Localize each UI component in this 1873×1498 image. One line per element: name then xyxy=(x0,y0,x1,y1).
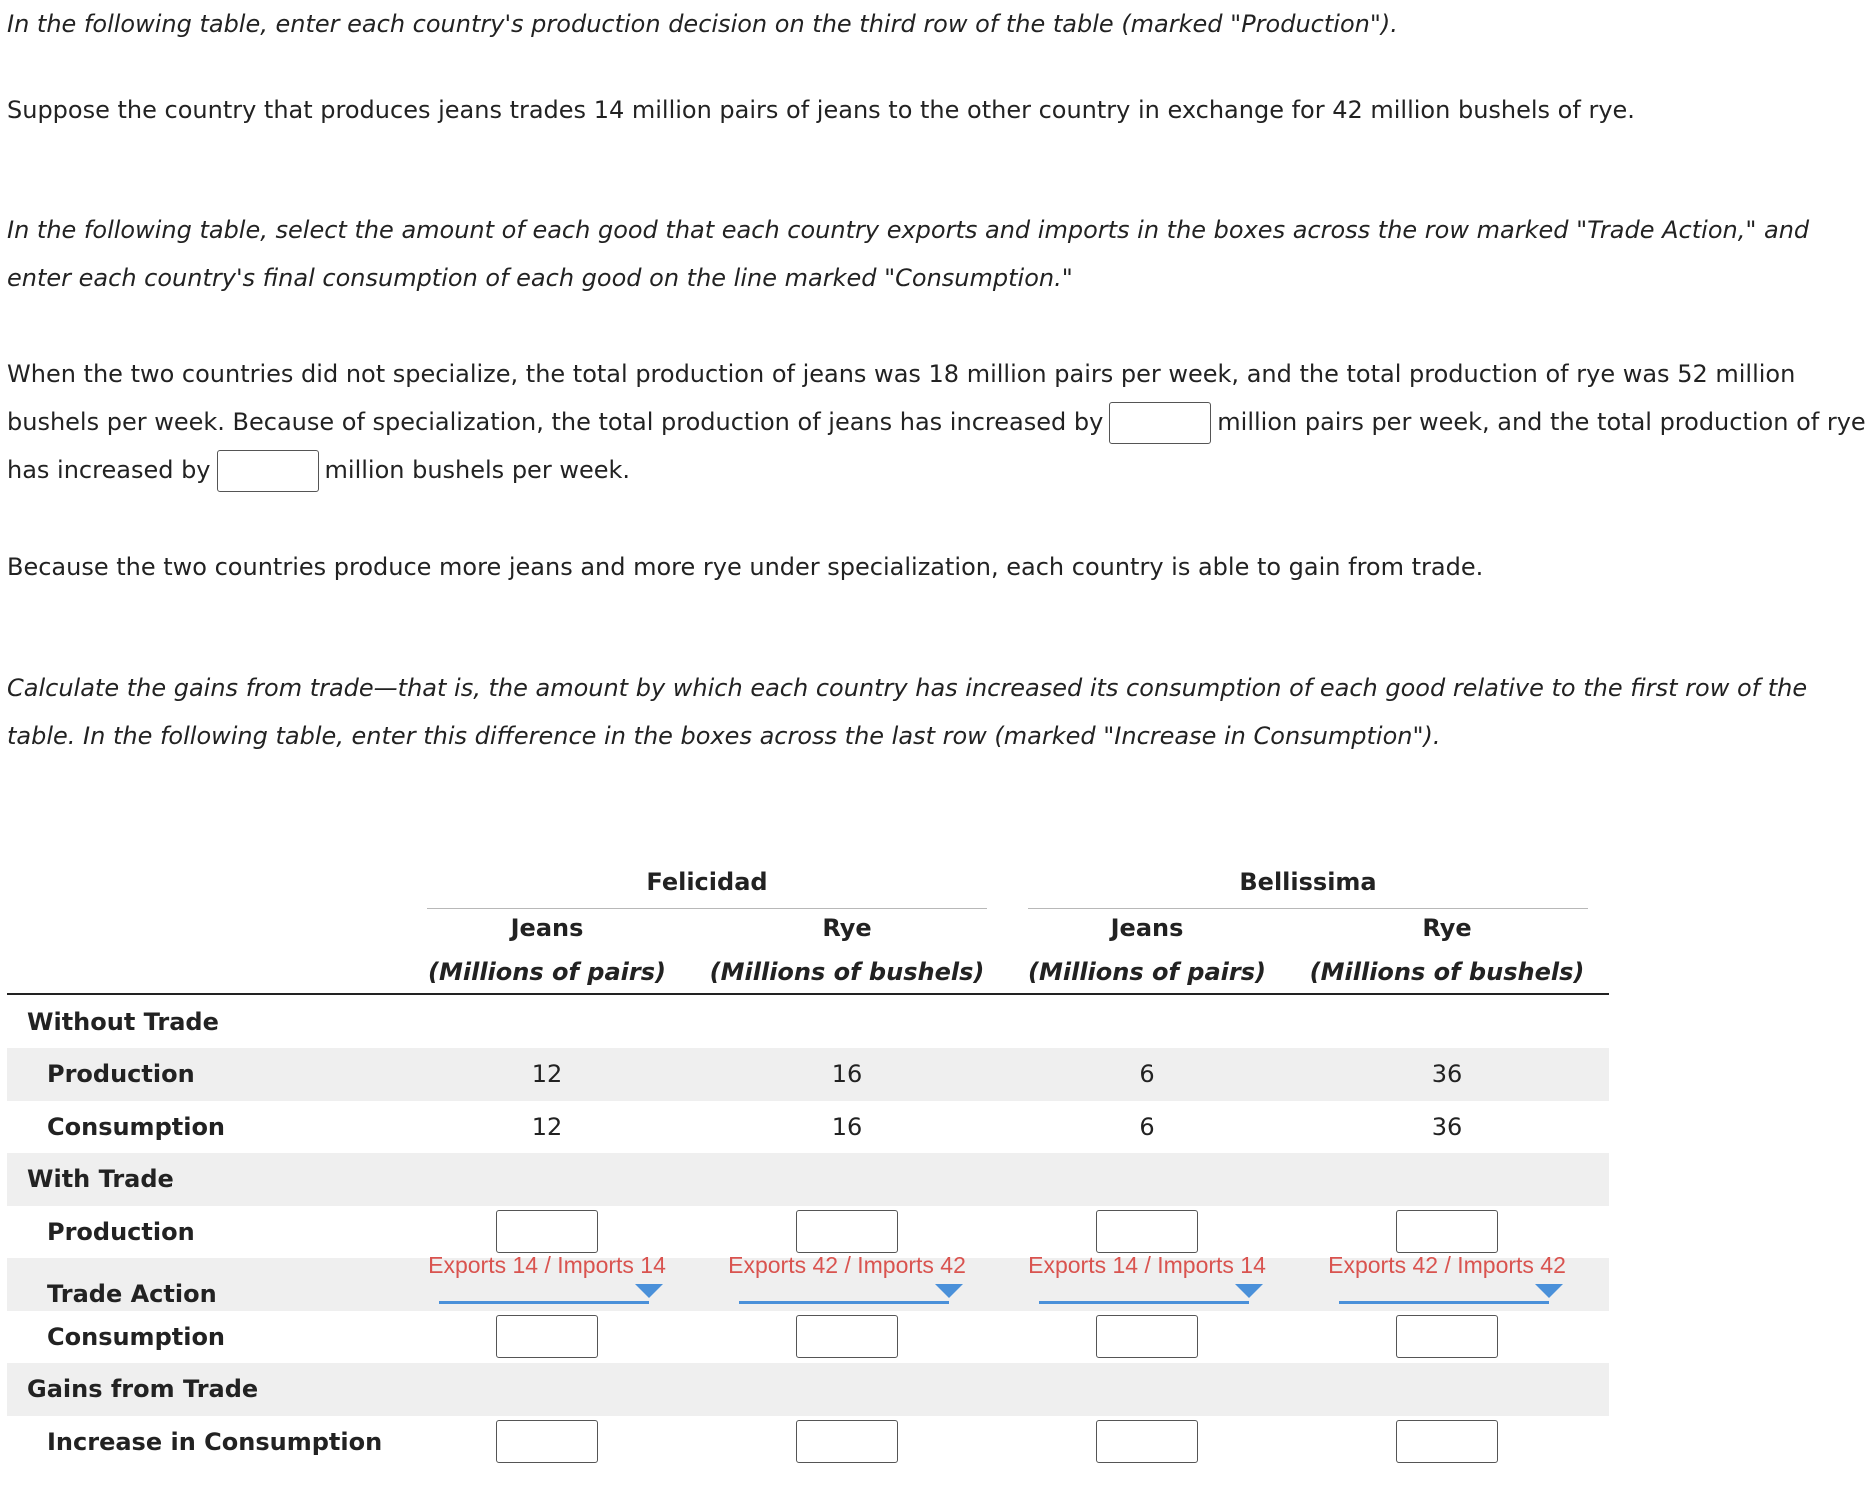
bellissima-jeans-increase-input[interactable] xyxy=(1096,1420,1198,1463)
row-label: Production xyxy=(47,1060,195,1088)
dropdown-text: Exports 42 / Imports 42 xyxy=(1328,1252,1566,1278)
col-felicidad-rye xyxy=(702,914,992,986)
row-gains-from-trade xyxy=(7,1363,1609,1416)
instruction-trade-action: In the following table, select the amount of each good that each country exports and imports in the boxes across the row marked "Trade Action," and enter each country's final consumption of each good on the line marked "Consumption." xyxy=(7,216,1810,292)
cell-value: 6 xyxy=(1139,1113,1155,1141)
bellissima-jeans-consumption-input[interactable] xyxy=(1096,1315,1198,1358)
dropdown-text: Exports 14 / Imports 14 xyxy=(1028,1252,1266,1278)
dropdown-text: Exports 42 / Imports 42 xyxy=(728,1252,966,1278)
felicidad-jeans-trade-dropdown[interactable] xyxy=(417,1252,677,1304)
felicidad-rye-increase-input[interactable] xyxy=(796,1420,898,1463)
bellissima-rye-consumption-input[interactable] xyxy=(1396,1315,1498,1358)
chevron-down-icon xyxy=(935,1284,963,1298)
row-label: Trade Action xyxy=(47,1280,217,1308)
bellissima-rye-production-input[interactable] xyxy=(1396,1210,1498,1253)
chevron-down-icon xyxy=(1235,1284,1263,1298)
chevron-down-icon xyxy=(635,1284,663,1298)
felicidad-rye-trade-dropdown[interactable] xyxy=(717,1252,977,1304)
specialization-text-c: million bushels per week. xyxy=(324,456,630,484)
col-good: Rye xyxy=(1422,914,1472,942)
row-consumption-with-trade xyxy=(7,1311,1609,1364)
col-unit: (Millions of pairs) xyxy=(428,958,666,986)
felicidad-rye-production-input[interactable] xyxy=(796,1210,898,1253)
felicidad-jeans-production-input[interactable] xyxy=(496,1210,598,1253)
instruction-trade-scenario: Suppose the country that produces jeans trades 14 million pairs of jeans to the other country in exchange for 42 million bushels of rye. xyxy=(7,96,1635,124)
cell-value: 36 xyxy=(1431,1113,1463,1141)
country-felicidad: Felicidad xyxy=(646,868,768,896)
bellissima-rye-trade-dropdown[interactable] xyxy=(1317,1252,1577,1304)
col-unit: (Millions of bushels) xyxy=(1309,958,1585,986)
col-good: Jeans xyxy=(1110,914,1184,942)
row-trade-action xyxy=(7,1252,1609,1311)
rye-increase-input[interactable] xyxy=(217,450,319,492)
row-label: Production xyxy=(47,1218,195,1246)
felicidad-jeans-consumption-input[interactable] xyxy=(496,1315,598,1358)
col-unit: (Millions of pairs) xyxy=(1028,958,1266,986)
country-bellissima: Bellissima xyxy=(1239,868,1377,896)
row-with-trade xyxy=(7,1153,1609,1206)
bellissima-rye-increase-input[interactable] xyxy=(1396,1420,1498,1463)
dropdown-underline xyxy=(439,1301,649,1304)
felicidad-divider xyxy=(427,908,987,909)
bellissima-jeans-production-input[interactable] xyxy=(1096,1210,1198,1253)
dropdown-text: Exports 14 / Imports 14 xyxy=(428,1252,666,1278)
section-label: Without Trade xyxy=(27,1008,219,1036)
row-production-without-trade xyxy=(7,1048,1609,1101)
col-bellissima-rye xyxy=(1302,914,1592,986)
col-good: Jeans xyxy=(510,914,584,942)
bellissima-jeans-trade-dropdown[interactable] xyxy=(1017,1252,1277,1304)
dropdown-underline xyxy=(1039,1301,1249,1304)
col-felicidad-jeans xyxy=(402,914,692,986)
header-rule xyxy=(7,993,1609,995)
specialization-paragraph xyxy=(7,350,1867,494)
cell-value: 16 xyxy=(831,1060,863,1088)
section-label: With Trade xyxy=(27,1165,174,1193)
row-label: Consumption xyxy=(47,1323,226,1351)
instruction-production: In the following table, enter each country's production decision on the third row of the table (marked "Production"). xyxy=(7,10,1398,38)
row-increase-in-consumption xyxy=(7,1416,1609,1469)
dropdown-underline xyxy=(739,1301,949,1304)
dropdown-underline xyxy=(1339,1301,1549,1304)
cell-value: 36 xyxy=(1431,1060,1463,1088)
section-label: Gains from Trade xyxy=(27,1375,259,1403)
col-bellissima-jeans xyxy=(1002,914,1292,986)
col-good: Rye xyxy=(822,914,872,942)
instruction-gains: Calculate the gains from trade—that is, the amount by which each country has increased its consumption of each good relative to the first row of the table. In the following table, enter this difference in the boxes across the last row (marked "Increase in Consumption"). xyxy=(7,674,1808,750)
felicidad-rye-consumption-input[interactable] xyxy=(796,1315,898,1358)
row-label: Increase in Consumption xyxy=(47,1428,383,1456)
gain-statement: Because the two countries produce more jeans and more rye under specialization, each country is able to gain from trade. xyxy=(7,553,1484,581)
specialization-text-b: million pairs per week, and the total production of rye has increased by xyxy=(7,408,1866,484)
col-unit: (Millions of bushels) xyxy=(709,958,985,986)
bellissima-divider xyxy=(1028,908,1588,909)
specialization-text-a: When the two countries did not specialize, the total production of jeans was 18 million pairs per week, and the total production of rye was 52 million bushels per week. Because of specialization, the total production of jeans has increased by xyxy=(7,360,1796,436)
chevron-down-icon xyxy=(1535,1284,1563,1298)
cell-value: 16 xyxy=(831,1113,863,1141)
cell-value: 12 xyxy=(531,1060,563,1088)
row-consumption-without-trade xyxy=(7,1101,1609,1154)
cell-value: 12 xyxy=(531,1113,563,1141)
jeans-increase-input[interactable] xyxy=(1109,402,1211,444)
felicidad-jeans-increase-input[interactable] xyxy=(496,1420,598,1463)
row-label: Consumption xyxy=(47,1113,226,1141)
row-without-trade xyxy=(7,996,1609,1049)
cell-value: 6 xyxy=(1139,1060,1155,1088)
